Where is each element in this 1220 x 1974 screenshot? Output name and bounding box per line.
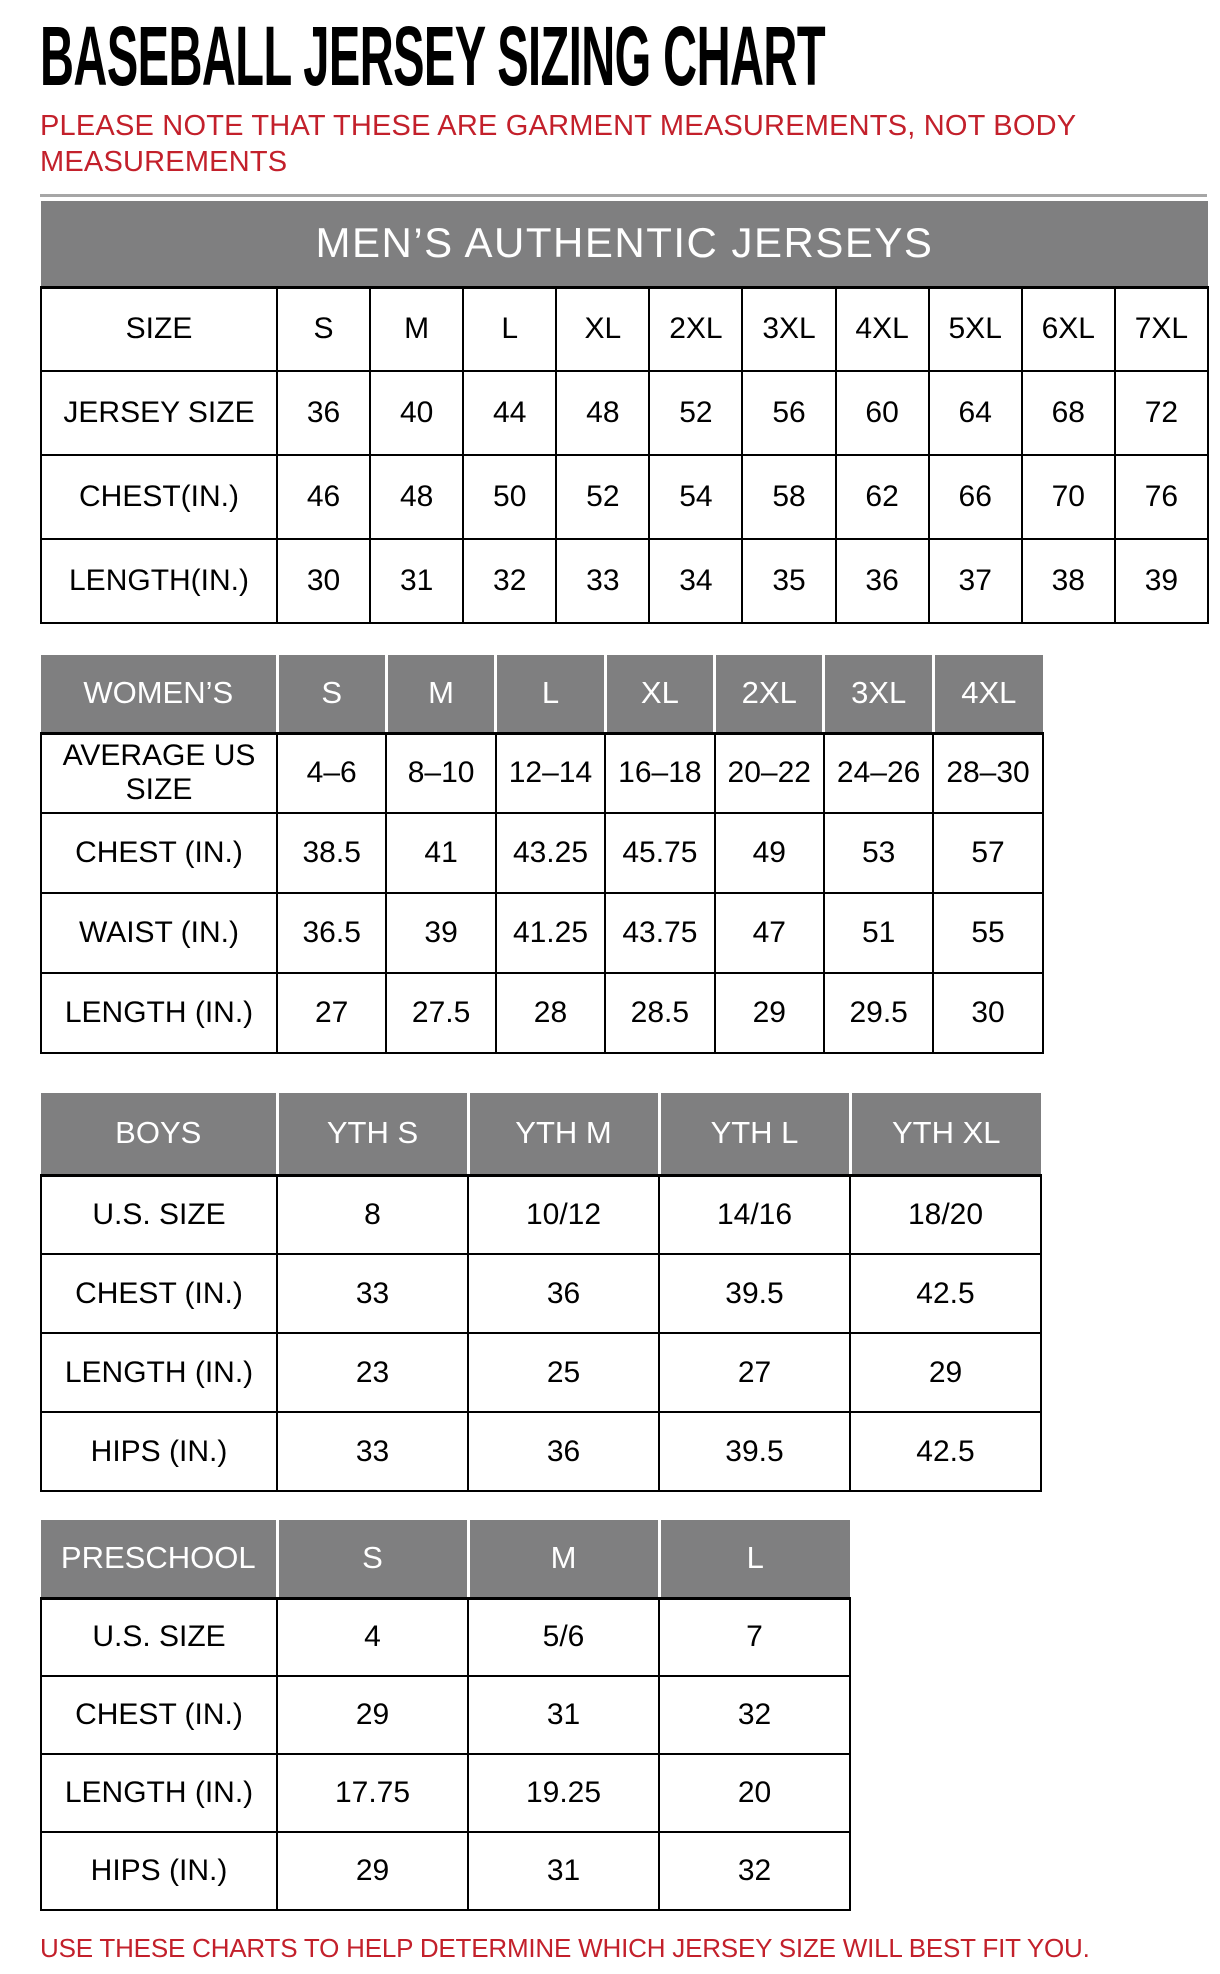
value-cell: 76 [1115,455,1208,539]
value-cell: 62 [836,455,929,539]
column-header: S [277,655,386,733]
value-cell: 38.5 [277,813,386,893]
value-cell: 29 [715,973,824,1053]
page-title: BASEBALL JERSEY SIZING CHART [40,9,825,103]
value-cell: 31 [468,1676,659,1754]
value-cell: 48 [370,455,463,539]
table-row [41,733,1043,813]
column-header: M [468,1520,659,1598]
mens-authentic-jerseys-table [40,201,1209,624]
value-cell: 5/6 [468,1598,659,1676]
value-cell: 70 [1022,455,1115,539]
value-cell: 36 [468,1412,659,1491]
sizing-tables [40,201,1220,1911]
table-title-cell: BOYS [41,1093,277,1175]
value-cell: 4–6 [277,733,386,813]
value-cell: 7XL [1115,287,1208,371]
table-row [41,813,1043,893]
boys-sizing-table [40,1093,1042,1492]
value-cell: 28–30 [933,733,1042,813]
value-cell: 72 [1115,371,1208,455]
value-cell: 55 [933,893,1042,973]
value-cell: 35 [742,539,835,623]
value-cell: 12–14 [496,733,605,813]
value-cell: 43.25 [496,813,605,893]
row-label: LENGTH (IN.) [41,1754,277,1832]
table-row [41,1175,1041,1254]
column-header: XL [605,655,714,733]
note-line-1: PLEASE NOTE THAT THESE ARE GARMENT MEASUREMENTS, NOT BODY [40,110,1077,142]
value-cell: 2XL [649,287,742,371]
value-cell: 4XL [836,287,929,371]
value-cell: 5XL [929,287,1022,371]
value-cell: 68 [1022,371,1115,455]
value-cell: 39 [386,893,495,973]
value-cell: 33 [277,1254,468,1333]
value-cell: 31 [468,1832,659,1910]
row-label: CHEST(IN.) [41,455,277,539]
value-cell: 4 [277,1598,468,1676]
value-cell: 34 [649,539,742,623]
value-cell: 30 [933,973,1042,1053]
garment-measurements-note [40,108,1220,180]
value-cell: 39.5 [659,1254,850,1333]
table-row [41,1412,1041,1491]
row-label: HIPS (IN.) [41,1832,277,1910]
value-cell: 17.75 [277,1754,468,1832]
value-cell: 33 [277,1412,468,1491]
value-cell: 29 [277,1832,468,1910]
table-header-row [41,1520,850,1598]
row-label: SIZE [41,287,277,371]
value-cell: 29 [850,1333,1041,1412]
row-label: JERSEY SIZE [41,371,277,455]
value-cell: 60 [836,371,929,455]
value-cell: 51 [824,893,933,973]
table-row [41,455,1208,539]
column-header: M [386,655,495,733]
column-header: S [277,1520,468,1598]
value-cell: 36.5 [277,893,386,973]
column-header: 3XL [824,655,933,733]
value-cell: 56 [742,371,835,455]
value-cell: 58 [742,455,835,539]
value-cell: 27 [659,1333,850,1412]
row-label: CHEST (IN.) [41,1254,277,1333]
value-cell: 57 [933,813,1042,893]
column-header: YTH XL [850,1093,1041,1175]
value-cell: 10/12 [468,1175,659,1254]
value-cell: 28 [496,973,605,1053]
womens-sizing-table [40,655,1044,1054]
table-row [41,973,1043,1053]
row-label: HIPS (IN.) [41,1412,277,1491]
value-cell: 52 [556,455,649,539]
value-cell: 38 [1022,539,1115,623]
value-cell: 16–18 [605,733,714,813]
value-cell: 29.5 [824,973,933,1053]
value-cell: 29 [277,1676,468,1754]
value-cell: 20–22 [715,733,824,813]
value-cell: 25 [468,1333,659,1412]
value-cell: 54 [649,455,742,539]
value-cell: XL [556,287,649,371]
value-cell: 42.5 [850,1412,1041,1491]
value-cell: 41.25 [496,893,605,973]
table-title-cell: PRESCHOOL [41,1520,277,1598]
value-cell: 7 [659,1598,850,1676]
value-cell: 3XL [742,287,835,371]
table-header-row [41,1093,1041,1175]
value-cell: 46 [277,455,370,539]
value-cell: 42.5 [850,1254,1041,1333]
value-cell: 52 [649,371,742,455]
table-banner-row [41,201,1208,287]
value-cell: 44 [463,371,556,455]
row-label: U.S. SIZE [41,1598,277,1676]
value-cell: M [370,287,463,371]
value-cell: 32 [463,539,556,623]
value-cell: 39 [1115,539,1208,623]
value-cell: 8 [277,1175,468,1254]
table-row [41,1598,850,1676]
value-cell: 36 [836,539,929,623]
table-row [41,371,1208,455]
column-header: YTH S [277,1093,468,1175]
value-cell: 49 [715,813,824,893]
value-cell: 8–10 [386,733,495,813]
column-header: YTH L [659,1093,850,1175]
preschool-sizing-table [40,1520,851,1911]
value-cell: 28.5 [605,973,714,1053]
value-cell: 36 [277,371,370,455]
divider [40,194,1207,197]
value-cell: 30 [277,539,370,623]
table-row [41,539,1208,623]
table-row [41,1333,1041,1412]
fit-advice-note: USE THESE CHARTS TO HELP DETERMINE WHICH JERSEY SIZE WILL BEST FIT YOU. [40,1933,1090,1963]
row-label: AVERAGE US SIZE [41,733,277,813]
value-cell: 27.5 [386,973,495,1053]
table-row [41,1254,1041,1333]
table-title-cell: WOMEN’S [41,655,277,733]
value-cell: 40 [370,371,463,455]
row-label: U.S. SIZE [41,1175,277,1254]
value-cell: 33 [556,539,649,623]
value-cell: S [277,287,370,371]
value-cell: 47 [715,893,824,973]
row-label: LENGTH (IN.) [41,1333,277,1412]
row-label: LENGTH (IN.) [41,973,277,1053]
value-cell: 66 [929,455,1022,539]
table-row [41,1754,850,1832]
value-cell: 6XL [1022,287,1115,371]
value-cell: L [463,287,556,371]
mens-banner: MEN’S AUTHENTIC JERSEYS [41,201,1208,287]
value-cell: 18/20 [850,1175,1041,1254]
value-cell: 37 [929,539,1022,623]
value-cell: 64 [929,371,1022,455]
row-label: WAIST (IN.) [41,893,277,973]
column-header: L [659,1520,850,1598]
value-cell: 45.75 [605,813,714,893]
value-cell: 14/16 [659,1175,850,1254]
column-header: YTH M [468,1093,659,1175]
value-cell: 32 [659,1676,850,1754]
table-row [41,287,1208,371]
value-cell: 20 [659,1754,850,1832]
value-cell: 48 [556,371,649,455]
value-cell: 53 [824,813,933,893]
value-cell: 27 [277,973,386,1053]
table-row [41,1676,850,1754]
value-cell: 43.75 [605,893,714,973]
table-row [41,893,1043,973]
value-cell: 31 [370,539,463,623]
value-cell: 50 [463,455,556,539]
note-line-2: MEASUREMENTS [40,146,288,178]
row-label: CHEST (IN.) [41,813,277,893]
table-header-row [41,655,1043,733]
row-label: LENGTH(IN.) [41,539,277,623]
column-header: 2XL [715,655,824,733]
value-cell: 39.5 [659,1412,850,1491]
value-cell: 41 [386,813,495,893]
value-cell: 23 [277,1333,468,1412]
row-label: CHEST (IN.) [41,1676,277,1754]
value-cell: 19.25 [468,1754,659,1832]
value-cell: 36 [468,1254,659,1333]
column-header: L [496,655,605,733]
table-row [41,1832,850,1910]
value-cell: 24–26 [824,733,933,813]
column-header: 4XL [933,655,1042,733]
value-cell: 32 [659,1832,850,1910]
